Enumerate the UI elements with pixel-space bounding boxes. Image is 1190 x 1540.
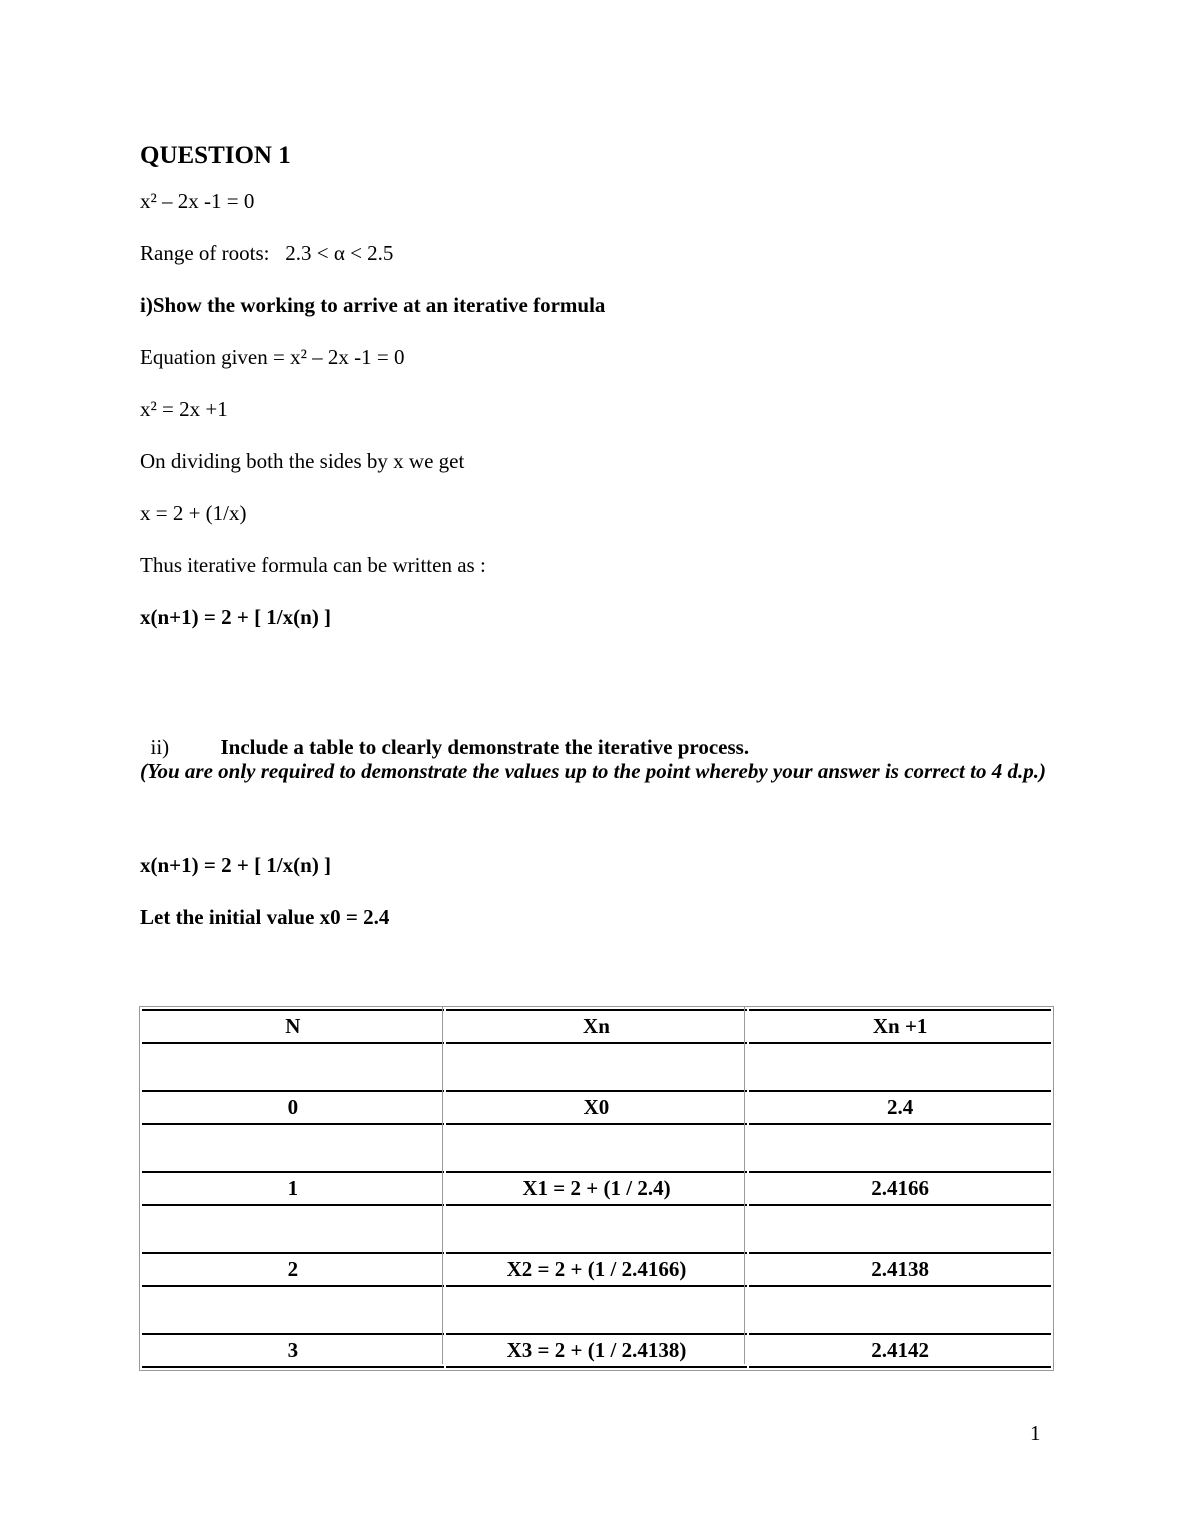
table-row — [142, 1333, 1051, 1368]
working-line-4: x = 2 + (1/x) — [140, 501, 247, 525]
part-ii-formula: x(n+1) = 2 + [ 1/x(n) ] — [140, 853, 332, 877]
iterative-formula: x(n+1) = 2 + [ 1/x(n) ] — [140, 605, 332, 629]
part-ii-note: (You are only required to demonstrate the values up to the point whereby your answer is correct to 4 d.p.) — [140, 759, 1046, 783]
cell-xn1: 2.4142 — [749, 1333, 1051, 1368]
cell-xn: X3 = 2 + (1 / 2.4138) — [446, 1333, 748, 1368]
table-column-divider — [744, 1007, 745, 1364]
cell-n: 1 — [142, 1171, 444, 1206]
cell-n: 3 — [142, 1333, 444, 1368]
working-line-1: Equation given = x² – 2x -1 = 0 — [140, 345, 405, 369]
table-row — [142, 1171, 1051, 1206]
page-number: 1 — [1030, 1421, 1041, 1445]
initial-value-line: Let the initial value x0 = 2.4 — [140, 905, 390, 929]
cell-n: 2 — [142, 1252, 444, 1287]
table-column-divider — [442, 1007, 443, 1364]
table-row — [142, 1090, 1051, 1125]
cell-xn1: 2.4138 — [749, 1252, 1051, 1287]
header-xn: Xn — [446, 1009, 748, 1044]
cell-xn1: 2.4166 — [749, 1171, 1051, 1206]
table-spacer-row — [142, 1046, 1051, 1088]
question-title: QUESTION 1 — [140, 142, 291, 169]
table-spacer-row — [142, 1289, 1051, 1331]
table-spacer-row — [142, 1208, 1051, 1250]
working-line-3: On dividing both the sides by x we get — [140, 449, 465, 473]
part-i-heading: i)Show the working to arrive at an iterative formula — [140, 293, 606, 317]
table-header-row — [142, 1009, 1051, 1044]
cell-xn: X2 = 2 + (1 / 2.4166) — [446, 1252, 748, 1287]
header-xn1: Xn +1 — [749, 1009, 1051, 1044]
table-spacer-row — [142, 1127, 1051, 1169]
part-ii-number: ii) — [150, 735, 170, 759]
working-line-5: Thus iterative formula can be written as : — [140, 553, 486, 577]
cell-xn1: 2.4 — [749, 1090, 1051, 1125]
equation-line: x² – 2x -1 = 0 — [140, 189, 255, 213]
part-ii-heading: Include a table to clearly demonstrate the iterative process. — [220, 735, 750, 759]
table-row — [142, 1252, 1051, 1287]
cell-xn: X1 = 2 + (1 / 2.4) — [446, 1171, 748, 1206]
working-line-2: x² = 2x +1 — [140, 397, 228, 421]
range-line: Range of roots: 2.3 < α < 2.5 — [140, 241, 394, 265]
cell-n: 0 — [142, 1090, 444, 1125]
iteration-table — [139, 1006, 1054, 1371]
cell-xn: X0 — [446, 1090, 748, 1125]
header-n: N — [142, 1009, 444, 1044]
